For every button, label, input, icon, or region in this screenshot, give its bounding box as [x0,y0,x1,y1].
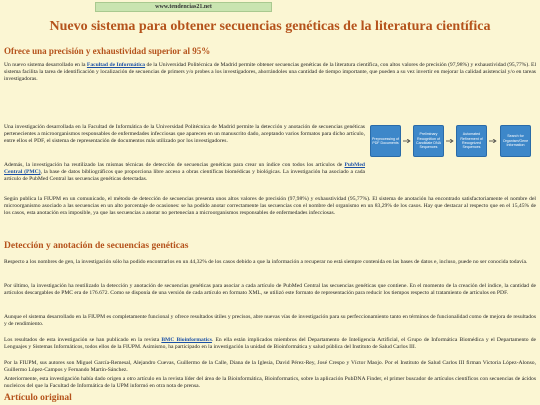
paragraph-1 [4,62,536,83]
diagram-step-3: Automated Refinement of Recognized Sequences [456,125,487,157]
arrow-right-icon [446,139,454,143]
site-url[interactable]: www.tendencias21.net [95,2,272,12]
paragraph-3-text-b: , la base de datos bibliográficos que proporciona libre acceso a obras científicas biomédicas y biológicas. La investigación ha asociado a cada artículo de PubMed Central las secuencias genéticas detectadas. [4,169,365,183]
diagram-step-2: Preliminary Recognition of Candidate DNA Sequences [413,125,444,157]
section-heading-detection: Detección y anotación de secuencias genéticas [4,241,189,251]
paragraph-8 [4,337,536,351]
article-title: Nuevo sistema para obtener secuencias genéticas de la literatura científica [49,19,491,34]
paragraph-8-text-a: Los resultados de esta investigación se han publicado en la revista [4,337,162,343]
paragraph-4: Según publica la FIUPM en un comunicado, el método de detección de secuencias presenta unos altos valores de precisión (97,98%) y exhaustividad (95,77%). El sistema de anotación ha encontrado satisfactoriamente el nombre del microorganismo asociado a las secuencias en un alto porcentaje de ocasiones: se ha podido anotar correctamente las secuencias con el nombre del organismo en un 83,29% de los casos. Hay que destacar al respecto que en el 15,45% de los casos, esta anotación era imposible, ya que las secuencias a anotar no pertenecían a microorganismos responsables de enfermedades infecciosas. [4,196,536,217]
paragraph-7: Aunque el sistema desarrollado en la FIUPM es completamente funcional y ofrece resultados útiles y precisos, abre nuevas vías de investigación para su perfeccionamiento tanto en términos de funcionalidad como de mejora de resultados y de rendimiento. [4,314,536,328]
paragraph-3 [4,162,365,183]
link-facultad-informatica[interactable]: Facultad de Informática [86,62,146,68]
paragraph-10: Anteriormente, esta investigación había dado origen a otro artículo en la revista líder del área de la Bioinformática, Bioinformatics, sobre la aplicación PubDNA Finder, el primer buscador de artículos científicos con secuencias de ácidos nucleicos del que la Facultad de Informática de la UPM informó en otra nota de prensa. [4,376,536,390]
section-heading-original: Artículo original [4,393,72,403]
diagram-step-1: Preprocessing of PDF Documents [370,125,401,157]
arrow-right-icon [403,139,411,143]
paragraph-5: Respecto a los nombres de gen, la investigación sólo ha podido encontrarlos en un 44,32% de los casos debido a que la información a recuperar no está siempre contenida en las bases de datos e, incluso, puede no ser conocida todavía. [4,259,528,265]
paragraph-1-text-a: Un nuevo sistema desarrollado en la [4,62,87,68]
paragraph-3-text-a: Además, la investigación ha reutilizado las mismas técnicas de detección de secuencias genéticas para crear un índice con todos los artículos de [4,162,345,168]
paragraph-1-text-b: de la Universidad Politécnica de Madrid permite obtener secuencias genéticas de la literatura científica, con altos valores de precisión (97,98%) y exhaustividad (95,77%). El sistema facilita la tarea de identificación y localización de secuencias de primers y/o probes a los investigadores, ahorrándoles una cantidad de tiempo importante, que pueden a su vez invertir en mejorar la calidad asistencial y/o en tareas investigadoras. [4,62,537,83]
link-pubmed-central[interactable]: PubMed Central (PMC) [4,162,365,176]
pipeline-diagram [370,121,536,161]
paragraph-6: Por último, la investigación ha reutilizado la detección y anotación de secuencias genéticas para asociar a cada artículo de PubMed Central las secuencias genéticas que contiene. En el momento de la creación del índice, la cantidad de artículos descargables de PMC era de 176.672. Como se disponía de una versión de cada artículo en formato XML, se utilizó este formato de representación para reducir los tiempos respecto al tratamiento de artículos en PDF. [4,283,536,297]
arrow-right-icon [489,139,497,143]
paragraph-8-text-b: . En ella están implicados miembros del Departamento de Inteligencia Artificial, el Grupo de Informática Biomédica y el Departamento de Lenguajes y Sistemas Informáticos, todos ellos de la FIUPM. Asimismo, ha participado en la investigación la unidad de Bioinformática y salud pública del Instituto de Salud Carlos III. [4,337,537,351]
paragraph-9: Por la FIUPM, sus autores son Miguel García-Remesal, Alejandro Cuevas, Guillermo de la Calle, Diana de la Iglesia, David Pérez-Rey, José Crespo y Víctor Maojo. Por el Instituto de Salud Carlos III firman Victoria López-Alonso, Guillermo López-Campos y Fernando Martín-Sánchez. [4,360,536,374]
article-subtitle: Ofrece una precisión y exhaustividad superior al 95% [4,46,211,56]
paragraph-2: Una investigación desarrollada en la Facultad de Informática de la Universidad Politécnica de Madrid permite la detección y anotación de secuencias genéticas pertenecientes a microorganismos responsables de enfermedades infecciosas que aparecen en un manuscrito dado, aceptando varios formatos para dicho artículo, entre ellos el PDF, el sistema de representación de documentos más utilizado por los investigadores. [4,124,365,145]
link-bmc-bioinformatics[interactable]: BMC Bioinformatics [161,337,212,343]
diagram-step-4: Search for Organism/Gene Information [500,125,531,157]
